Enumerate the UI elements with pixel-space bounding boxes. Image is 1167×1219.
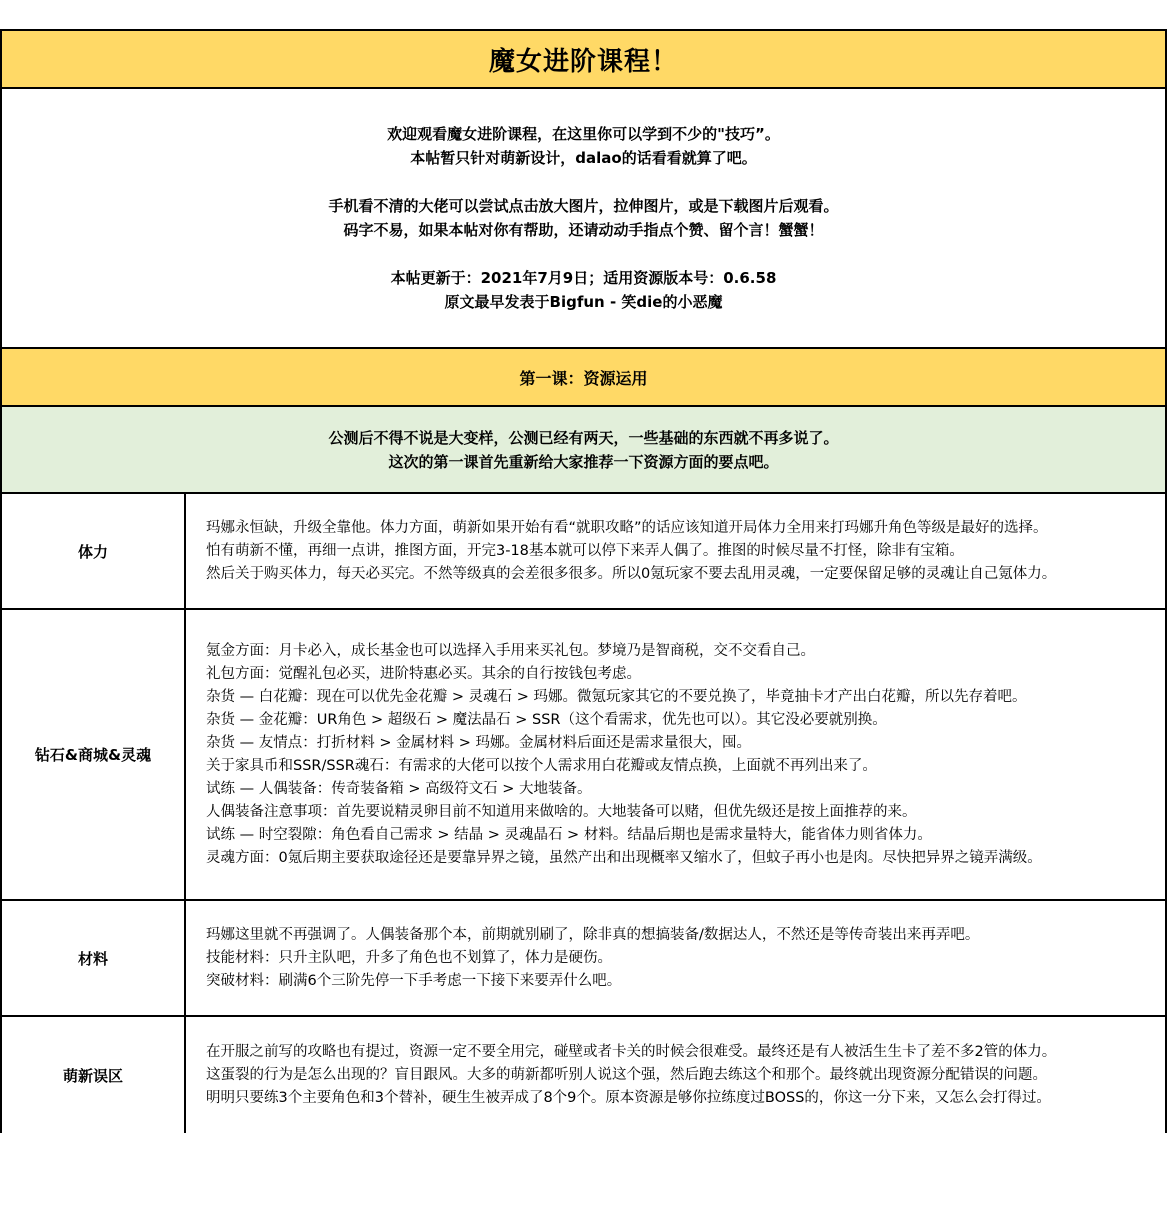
topic-row-newbie-mistakes — [0, 1017, 1167, 1133]
page-title: 魔女进阶课程！ — [0, 29, 1167, 89]
topic-line: 这蛋裂的行为是怎么出现的？盲目跟风。大多的萌新都听别人说这个强，然后跑去练这个和那个。最终就出现资源分配错误的问题。 — [206, 1066, 1047, 1083]
topic-line: 技能材料：只升主队吧，升多了角色也不划算了，体力是硬伤。 — [206, 949, 612, 966]
topic-line: 试练 — 时空裂隙：角色看自己需求 > 结晶 > 灵魂晶石 > 材料。结晶后期也是需求量特大，能省体力则省体力。 — [206, 826, 932, 843]
topic-line: 杂货 — 金花瓣：UR角色 > 超级石 > 魔法晶石 > SSR（这个看需求，优先也可以）。其它没必要就别换。 — [206, 711, 887, 728]
lesson-title: 第一课：资源运用 — [0, 349, 1167, 407]
topic-body — [186, 1017, 1165, 1133]
intro-update-line: 本帖更新于：2021年7月9日；适用资源版本号：0.6.58 — [390, 269, 777, 287]
topic-row-diamond-shop-soul — [0, 610, 1167, 901]
intro-line: 欢迎观看魔女进阶课程，在这里你可以学到不少的"技巧”。 — [387, 125, 780, 143]
topic-line: 杂货 — 白花瓣：现在可以优先金花瓣 > 灵魂石 > 玛娜。微氪玩家其它的不要兑换了，毕竟抽卡才产出白花瓣，所以先存着吧。 — [206, 688, 1027, 705]
intro-source-line: 原文最早发表于Bigfun - 笑die的小恶魔 — [444, 293, 723, 311]
topic-line: 试练 — 人偶装备：传奇装备箱 > 高级符文石 > 大地装备。 — [206, 780, 592, 797]
notice-line: 公测后不得不说是大变样，公测已经有两天，一些基础的东西就不再多说了。 — [328, 428, 839, 447]
topic-body — [186, 610, 1165, 899]
topic-line: 怕有萌新不懂，再细一点讲，推图方面，开完3-18基本就可以停下来弄人偶了。推图的时候尽量不打怪，除非有宝箱。 — [206, 542, 964, 559]
topic-label: 材料 — [2, 901, 186, 1015]
topic-line: 在开服之前写的攻略也有提过，资源一定不要全用完，碰壁或者卡关的时候会很难受。最终还是有人被活生生卡了差不多2管的体力。 — [206, 1043, 1057, 1060]
notice-section — [0, 407, 1167, 494]
intro-line: 手机看不清的大佬可以尝试点击放大图片，拉伸图片，或是下载图片后观看。 — [328, 197, 839, 215]
topic-row-stamina — [0, 494, 1167, 610]
intro-line: 本帖暂只针对萌新设计，dalao的话看看就算了吧。 — [410, 149, 757, 167]
topic-line: 灵魂方面：0氪后期主要获取途径还是要靠异界之镜，虽然产出和出现概率又缩水了，但蚊子再小也是肉。尽快把异界之镜弄满级。 — [206, 849, 1042, 866]
topic-label: 钻石&商城&灵魂 — [2, 610, 186, 899]
topic-line: 然后关于购买体力，每天必买完。不然等级真的会差很多很多。所以0氪玩家不要去乱用灵魂，一定要保留足够的灵魂让自己氪体力。 — [206, 565, 1057, 582]
topic-line: 礼包方面：觉醒礼包必买，进阶特惠必买。其余的自行按钱包考虑。 — [206, 665, 641, 682]
topic-line: 明明只要练3个主要角色和3个替补，硬生生被弄成了8个9个。原本资源是够你拉练度过BOSS的，你这一分下来，又怎么会打得过。 — [206, 1089, 1051, 1106]
topic-label: 体力 — [2, 494, 186, 608]
guide-sheet — [0, 29, 1167, 1133]
topic-body — [186, 901, 1165, 1015]
topic-line: 突破材料：刷满6个三阶先停一下手考虑一下接下来要弄什么吧。 — [206, 972, 622, 989]
topic-line: 玛娜永恒缺，升级全靠他。体力方面，萌新如果开始有看“就职攻略”的话应该知道开局体力全用来打玛娜升角色等级是最好的选择。 — [206, 519, 1048, 536]
intro-section — [0, 89, 1167, 349]
topic-line: 氪金方面：月卡必入，成长基金也可以选择入手用来买礼包。梦境乃是智商税，交不交看自己。 — [206, 642, 815, 659]
topic-body — [186, 494, 1165, 608]
topic-line: 人偶装备注意事项：首先要说精灵卵目前不知道用来做啥的。大地装备可以赌，但优先级还是按上面推荐的来。 — [206, 803, 917, 820]
notice-line: 这次的第一课首先重新给大家推荐一下资源方面的要点吧。 — [388, 452, 779, 471]
intro-line: 码字不易，如果本帖对你有帮助，还请动动手指点个赞、留个言！蟹蟹！ — [343, 221, 824, 239]
topic-row-materials — [0, 901, 1167, 1017]
topic-line: 杂货 — 友情点：打折材料 > 金属材料 > 玛娜。金属材料后面还是需求量很大，囤。 — [206, 734, 751, 751]
topic-line: 玛娜这里就不再强调了。人偶装备那个本，前期就别刷了，除非真的想搞装备/数据达人，不然还是等传奇装出来再弄吧。 — [206, 926, 980, 943]
topic-label: 萌新误区 — [2, 1017, 186, 1133]
topic-line: 关于家具币和SSR/SSR魂石：有需求的大佬可以按个人需求用白花瓣或友情点换，上面就不再列出来了。 — [206, 757, 877, 774]
